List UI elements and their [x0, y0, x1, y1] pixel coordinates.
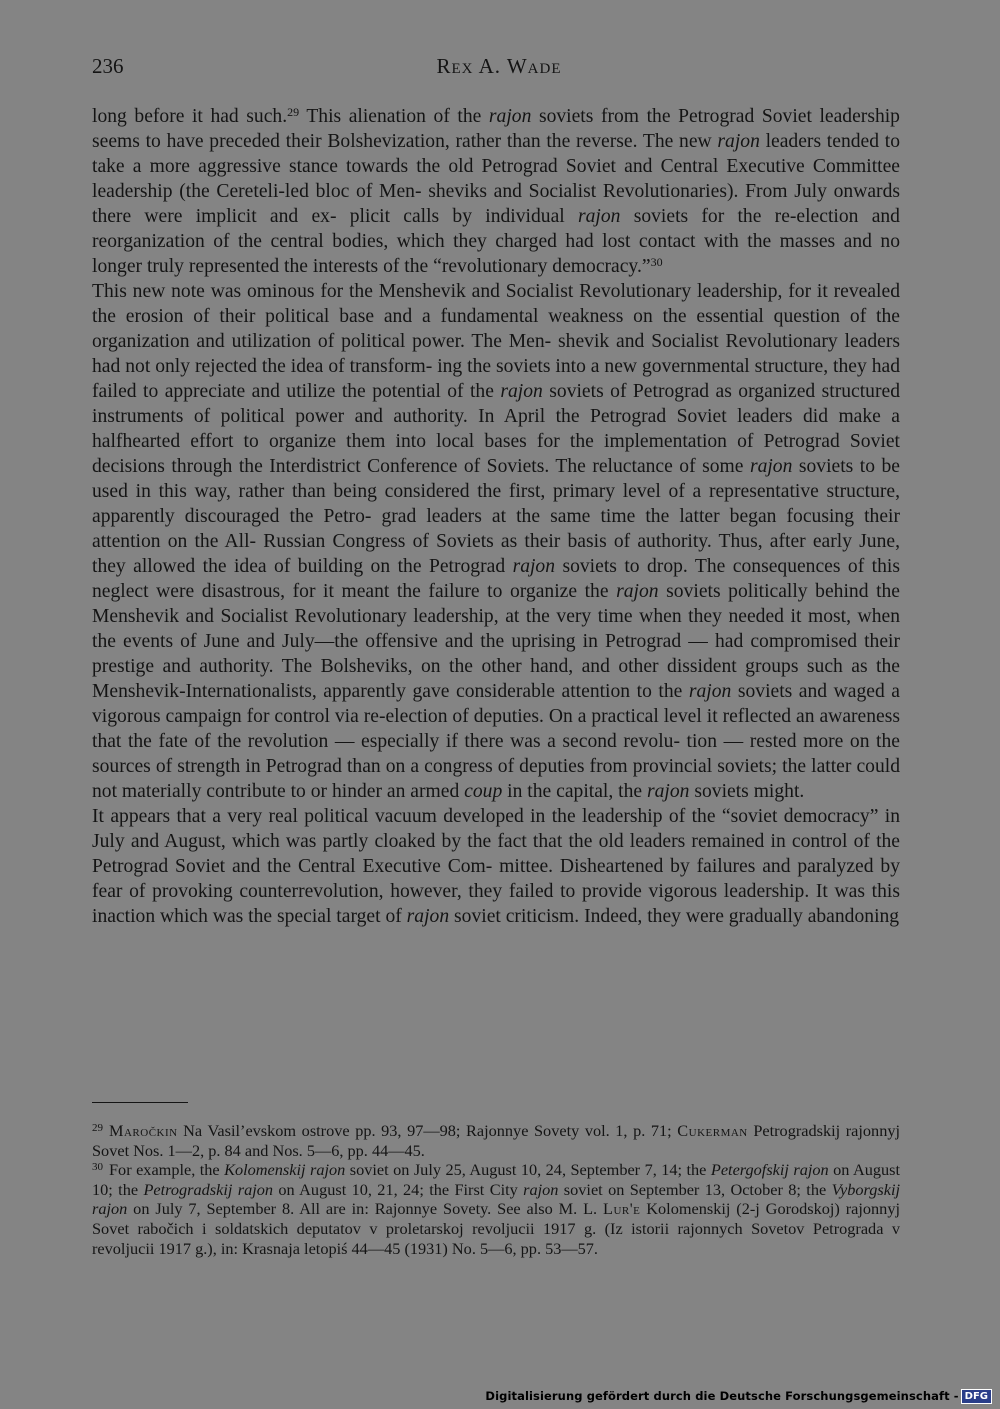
footnote-ref-30[interactable]: 30	[650, 255, 663, 269]
paragraph-2: This new note was ominous for the Menshevik and Socialist Revolutionary leadership, for it revealed the erosion of their political base and a fundamental weakness on the essential question of the organization and utilization of political power. The Men- shevik and Socialist Revolutionary leaders had not only rejected the idea of transform- ing the soviets into a new governmental structure, they had failed to appreciate and utilize the potential of the rajon soviets of Petrograd as organized structured instruments of political power and authority. In April the Petrograd Soviet leaders did make a halfhearted effort to organize them into local bases for the implementation of Petrograd Soviet decisions through the Interdistrict Conference of Soviets. The reluctance of some rajon soviets to be used in this way, rather than being considered the first, primary level of a representative structure, apparently discouraged the Petro- grad leaders at the same time the latter began focusing their attention on the All- Russian Congress of Soviets as their basis of authority. Thus, after early June, they allowed the idea of building on the Petrograd rajon soviets to drop. The consequences of this neglect were disastrous, for it meant the failure to organize the rajon soviets politically behind the Menshevik and Socialist Revolutionary leadership, at the very time when they needed it most, when the events of June and July—the offensive and the uprising in Petrograd — had compromised their prestige and authority. The Bolsheviks, on the other hand, and other dissident groups such as the Menshevik-Internationalists, apparently gave considerable attention to the rajon soviets and waged a vigorous campaign for control via re-election of deputies. On a practical level it reflected an awareness that the fate of the revolution — especially if there was a second revolu- tion — rested more on the sources of strength in Petrograd than on a congress of deputies from provincial soviets; the latter could not materially contribute to or hinder an armed coup in the capital, the rajon soviets might.	[92, 281, 901, 802]
footnote-ref-29[interactable]: 29	[287, 105, 300, 119]
footnotes	[92, 1121, 900, 1258]
footnote-number: 30	[92, 1161, 103, 1174]
credit-text: Digitalisierung gefördert durch die Deutsche Forschungsgemeinschaft -	[485, 1389, 959, 1403]
paragraph-1: long before it had such.$^{29}$ This alienation of the rajon soviets from the Petrograd Soviet leadership seems to have preceded their Bolshevization, rather than the reverse. The new rajon leaders tended to take a more aggressive stance towards the old Petrograd Soviet and Central Executive Committee leadership (the Cereteli-led bloc of Men- sheviks and Socialist Revolutionaries). From July onwards there were implicit and ex- plicit calls by individual rajon soviets for the re-election and reorganization of the central bodies, which they charged had lost contact with the masses and no longer truly represented the interests of the “revolutionary democracy.”$^{30}$	[92, 105, 900, 277]
footnote-separator	[92, 1102, 188, 1103]
body-text	[92, 104, 900, 929]
digitization-credit	[485, 1387, 992, 1405]
dfg-logo: DFG	[961, 1389, 992, 1404]
page-header	[92, 54, 906, 82]
page-number: 236	[92, 54, 124, 78]
footnote-29: $^{29}$ Maročkin Na Vasil’evskom ostrove pp. 93, 97—98; Rajonnye Sovety vol. 1, p. 71; Cukerman Petrogradskij rajonnyj Sovet Nos. 1—2, p. 84 and Nos. 5—6, pp. 44—45.	[92, 1121, 900, 1160]
footnote-number: 29	[92, 1122, 103, 1134]
paragraph-3: It appears that a very real political vacuum developed in the leadership of the “soviet democracy” in July and August, which was partly cloaked by the fact that the old leaders remained in control of the Petrograd Soviet and the Central Executive Com- mittee. Disheartened by failures and paralyzed by fear of provoking counterrevolution, however, they failed to provide vigorous leadership. It was this inaction which was the special target of rajon soviet criticism. Indeed, they were gradually abandoning	[92, 806, 900, 927]
running-head: Rex A. Wade	[436, 54, 562, 78]
footnote-30: $^{30}$ For example, the Kolomenskij rajon soviet on July 25, August 10, 24, September 7, 14; the Petergofskij rajon on August 10; the Petrogradskij rajon on August 10, 21, 24; the First City rajon soviet on September 13, October 8; the Vyborgskij rajon on July 7, September 8. All are in: Rajonnye Sovety. See also M. L. Lur'e Kolomenskij (2-j Gorodskoj) rajonnyj Sovet rabočich i soldatskich deputatov v proletarskoj revoljucii 1917 g. (Iz istorii rajonnych Sovetov Petrograda v revoljucii 1917 g.), in: Krasnaja letopiś 44—45 (1931) No. 5—6, pp. 53—57.	[92, 1160, 901, 1258]
